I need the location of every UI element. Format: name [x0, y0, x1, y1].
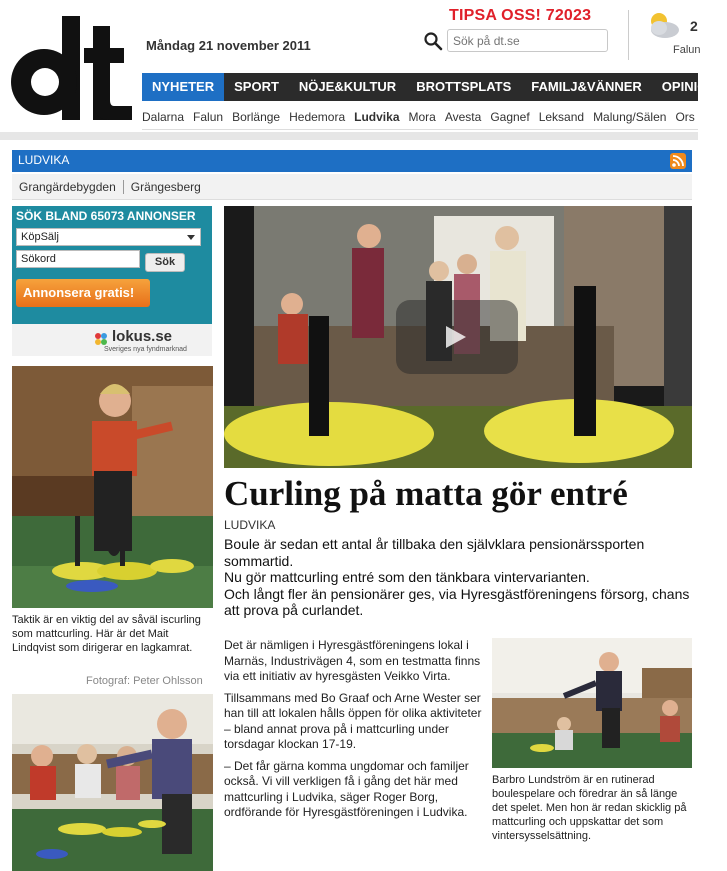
region-falun[interactable]: Falun — [193, 110, 224, 124]
lead-paragraph: Nu gör mattcurling entré som den tänkbara vintervarianten. — [224, 569, 590, 585]
nav-brottsplats[interactable]: BROTTSPLATS — [416, 79, 512, 94]
lokus-tagline: Sveriges nya fyndmarknad — [104, 346, 187, 353]
location-grangesberg[interactable]: Grängesberg — [130, 179, 201, 194]
section-title[interactable]: LUDVIKA — [18, 153, 70, 167]
body-paragraph: Det är nämligen i Hyresgästföreningens lokal i Marnäs, Industrivägen 4, som en testmatta finns via ett initiativ av hyresgästen Veikko Virta. — [224, 638, 481, 683]
video-play-button[interactable] — [396, 300, 518, 374]
article-headline: Curling på matta gör entré — [224, 474, 628, 513]
location-bar — [12, 174, 692, 200]
side-photo-curling-man[interactable] — [12, 694, 213, 871]
lokus-logo-icon — [94, 332, 108, 346]
main-navigation — [142, 73, 717, 101]
region-navigation — [142, 104, 698, 130]
rss-icon[interactable] — [670, 153, 686, 169]
article-body — [224, 638, 486, 827]
tip-us-link[interactable]: TIPSA OSS! 72023 — [449, 7, 592, 24]
lokus-brand: lokus.se — [112, 328, 173, 345]
advertise-free-button[interactable]: Annonsera gratis! — [16, 279, 150, 307]
region-leksand[interactable]: Leksand — [538, 110, 585, 124]
ad-title: SÖK BLAND 65073 ANNONSER — [16, 209, 196, 223]
side-photo-curling-woman[interactable] — [12, 366, 213, 608]
region-malung-salen[interactable]: Malung/Sälen — [593, 110, 667, 124]
article-lead — [224, 536, 694, 619]
ad-search-input[interactable] — [16, 250, 140, 268]
region-avesta[interactable]: Avesta — [444, 110, 482, 124]
region-borlange[interactable]: Borlänge — [232, 110, 281, 124]
photo-credit: Fotograf: Peter Ohlsson — [86, 675, 203, 687]
region-hedemora[interactable]: Hedemora — [289, 110, 346, 124]
lead-paragraph: Boule är sedan ett antal år tillbaka den självklara pensionärssporten sommartid. — [224, 536, 645, 569]
current-date: Måndag 21 november 2011 — [146, 38, 311, 53]
region-ludvika[interactable]: Ludvika — [354, 110, 400, 124]
weather-city: Falun — [673, 44, 701, 56]
play-icon — [446, 326, 466, 348]
side-photo-1-caption: Taktik är en viktig del av såväl iscurling som mattcurling. Här är det Mait Lindqvist som dirigerar en lagkamrat. — [12, 614, 201, 654]
chevron-down-icon — [187, 235, 195, 240]
dt-logo[interactable] — [10, 12, 134, 126]
location-grangardebygden[interactable]: Grangärdebygden — [19, 179, 116, 194]
cloud-sun-icon — [645, 8, 681, 42]
header-divider — [628, 10, 629, 60]
nav-noje-kultur[interactable]: NÖJE&KULTUR — [298, 79, 397, 94]
inline-photo-bowler[interactable] — [492, 638, 692, 768]
ad-brand-bar[interactable] — [12, 324, 212, 356]
article-kicker: LUDVIKA — [224, 518, 276, 532]
nav-nyheter[interactable]: NYHETER — [142, 73, 224, 101]
lead-paragraph: Och långt fler än pensionärer ges, via Hyresgästföreningens försorg, chans att prova på curlandet. — [224, 585, 690, 618]
ad-search-button[interactable]: Sök — [145, 253, 185, 272]
header-band — [0, 132, 698, 140]
nav-familj-vanner[interactable]: FAMILJ&VÄNNER — [531, 79, 642, 94]
weather-temperature: 2 — [690, 18, 698, 34]
search-input[interactable] — [447, 29, 608, 52]
region-dalarna[interactable]: Dalarna — [142, 110, 185, 124]
region-gagnef[interactable]: Gagnef — [490, 110, 530, 124]
ad-category-select[interactable] — [16, 228, 201, 246]
nav-sport[interactable]: SPORT — [234, 79, 279, 94]
body-paragraph: Tillsammans med Bo Graaf och Arne Wester ser han till att lokalen hålls öppen för olika aktiviteter – bland annat prova på i mattcurling under torsdagar klockan 17-19. — [224, 690, 482, 751]
body-paragraph: – Det får gärna komma ungdomar och familjer också. Vi vill verkligen få i gång det här med mattcurling i Ludvika, säger Roger Borg, ordförande för Hyresgästföreningen i Ludvika. — [224, 758, 469, 819]
region-orsa[interactable]: Ors — [675, 110, 695, 124]
section-bar — [12, 150, 692, 172]
search-icon[interactable] — [423, 31, 443, 51]
region-mora[interactable]: Mora — [408, 110, 436, 124]
nav-opinion[interactable]: OPINION — [661, 79, 717, 94]
lokus-ad — [12, 206, 212, 356]
location-separator — [123, 180, 124, 194]
inline-photo-caption: Barbro Lundström är en rutinerad boulespelare och föredrar än så länge det spelet. Men hon är redan skicklig på mattcurling och uppskattar det som vintersysselsättning. — [492, 774, 687, 842]
ad-category-value: KöpSälj — [21, 231, 59, 243]
